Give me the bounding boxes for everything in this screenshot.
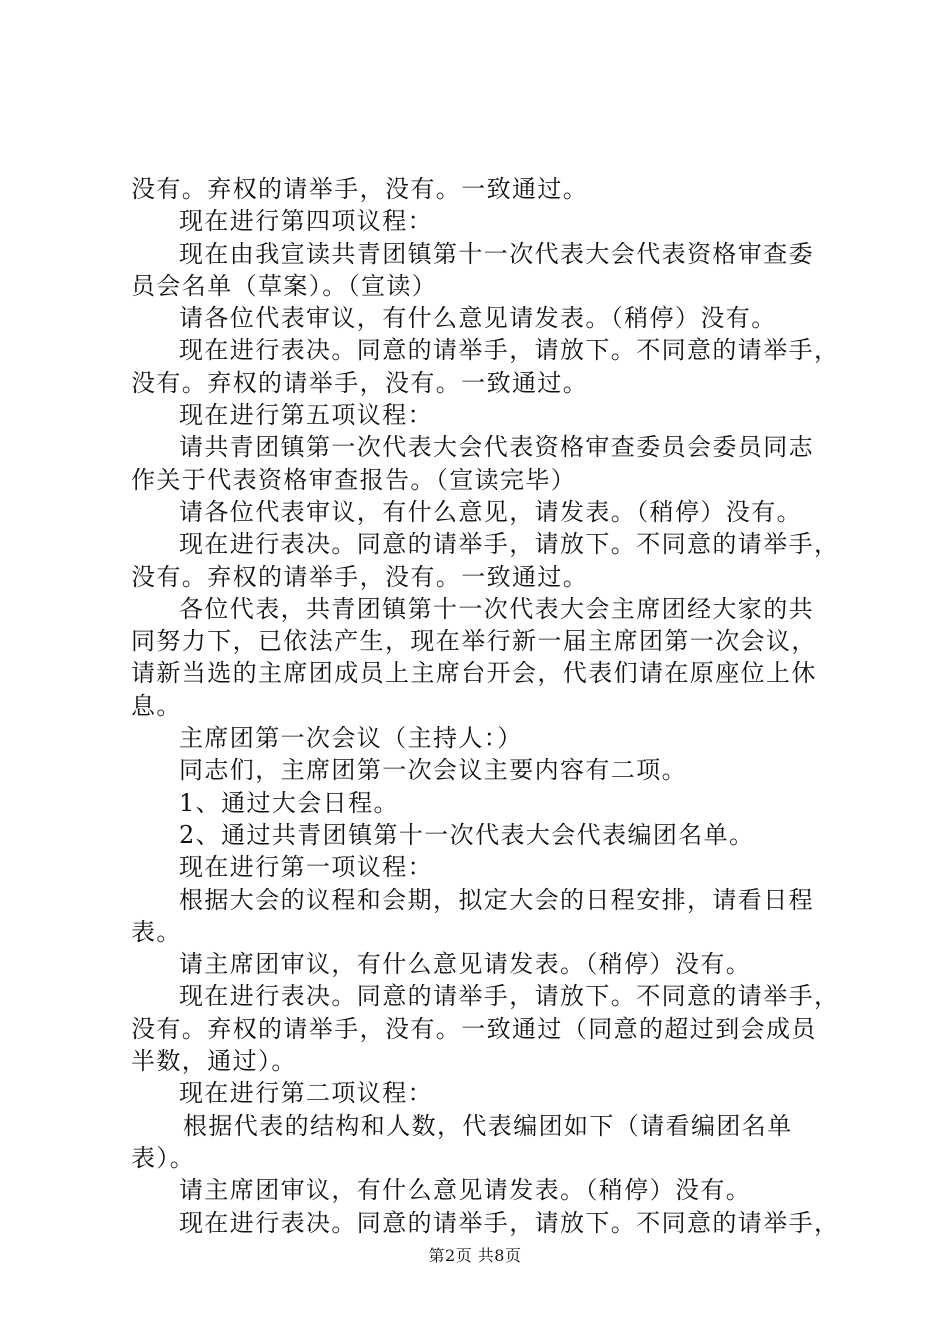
document-body (131, 173, 851, 1239)
text-line: 员会名单（草案）。（宣读） (131, 271, 438, 300)
text-line: 没有。弃权的请举手，没有。一致通过（同意的超过到会成员 (131, 1014, 817, 1043)
text-line: 现在进行第一项议程： (179, 853, 433, 882)
text-line: 半数，通过）。 (131, 1047, 297, 1076)
text-line: 现在进行表决。同意的请举手，请放下。不同意的请举手， (179, 1208, 840, 1237)
text-line: 各位代表，共青团镇第十一次代表大会主席团经大家的共 (179, 594, 814, 623)
text-line: 现在进行第四项议程： (179, 207, 433, 236)
text-line: 没有。弃权的请举手，没有。一致通过。 (131, 368, 589, 397)
text-line: 请各位代表审议，有什么意见请发表。（稍停）没有。 (179, 304, 777, 333)
text-line: 现在由我宣读共青团镇第十一次代表大会代表资格审查委 (179, 239, 814, 268)
text-line: 同努力下，已依法产生，现在举行新一届主席团第一次会议， (131, 627, 817, 656)
text-line: 请共青团镇第一次代表大会代表资格审查委员会委员同志 (179, 433, 814, 462)
text-line: 没有。弃权的请举手，没有。一致通过。 (131, 175, 589, 203)
text-line: 现在进行表决。同意的请举手，请放下。不同意的请举手， (179, 530, 840, 559)
text-line: 根据代表的结构和人数，代表编团如下（请看编团名单 (183, 1111, 793, 1140)
text-line: 现在进行表决。同意的请举手，请放下。不同意的请举手， (179, 336, 840, 365)
text-line: 表）。 (131, 1143, 196, 1172)
text-line: 2、通过共青团镇第十一次代表大会代表编团名单。 (179, 820, 755, 849)
text-line: 作关于代表资格审查报告。（宣读完毕） (131, 465, 577, 494)
text-line: 请新当选的主席团成员上主席台开会，代表们请在原座位上休 (131, 659, 817, 688)
text-line: 根据大会的议程和会期，拟定大会的日程安排，请看日程 (179, 885, 814, 914)
text-line: 同志们，主席团第一次会议主要内容有二项。 (179, 756, 687, 785)
page-number-footer: 第2页 共8页 (428, 1246, 522, 1265)
text-line: 表。 (131, 917, 182, 946)
text-line: 请各位代表审议，有什么意见，请发表。（稍停）没有。 (179, 497, 802, 526)
text-line: 没有。弃权的请举手，没有。一致通过。 (131, 562, 589, 591)
text-line: 主席团第一次会议（主持人：） (179, 724, 523, 753)
text-line: 现在进行第二项议程： (179, 1079, 433, 1108)
text-line: 1、通过大会日程。 (179, 788, 399, 817)
text-line: 请主席团审议，有什么意见请发表。（稍停）没有。 (179, 1176, 752, 1205)
text-line: 请主席团审议，有什么意见请发表。（稍停）没有。 (179, 950, 752, 979)
text-line: 现在进行表决。同意的请举手，请放下。不同意的请举手， (179, 982, 840, 1011)
text-line: 息。 (131, 691, 182, 720)
text-line: 现在进行第五项议程： (179, 401, 433, 430)
